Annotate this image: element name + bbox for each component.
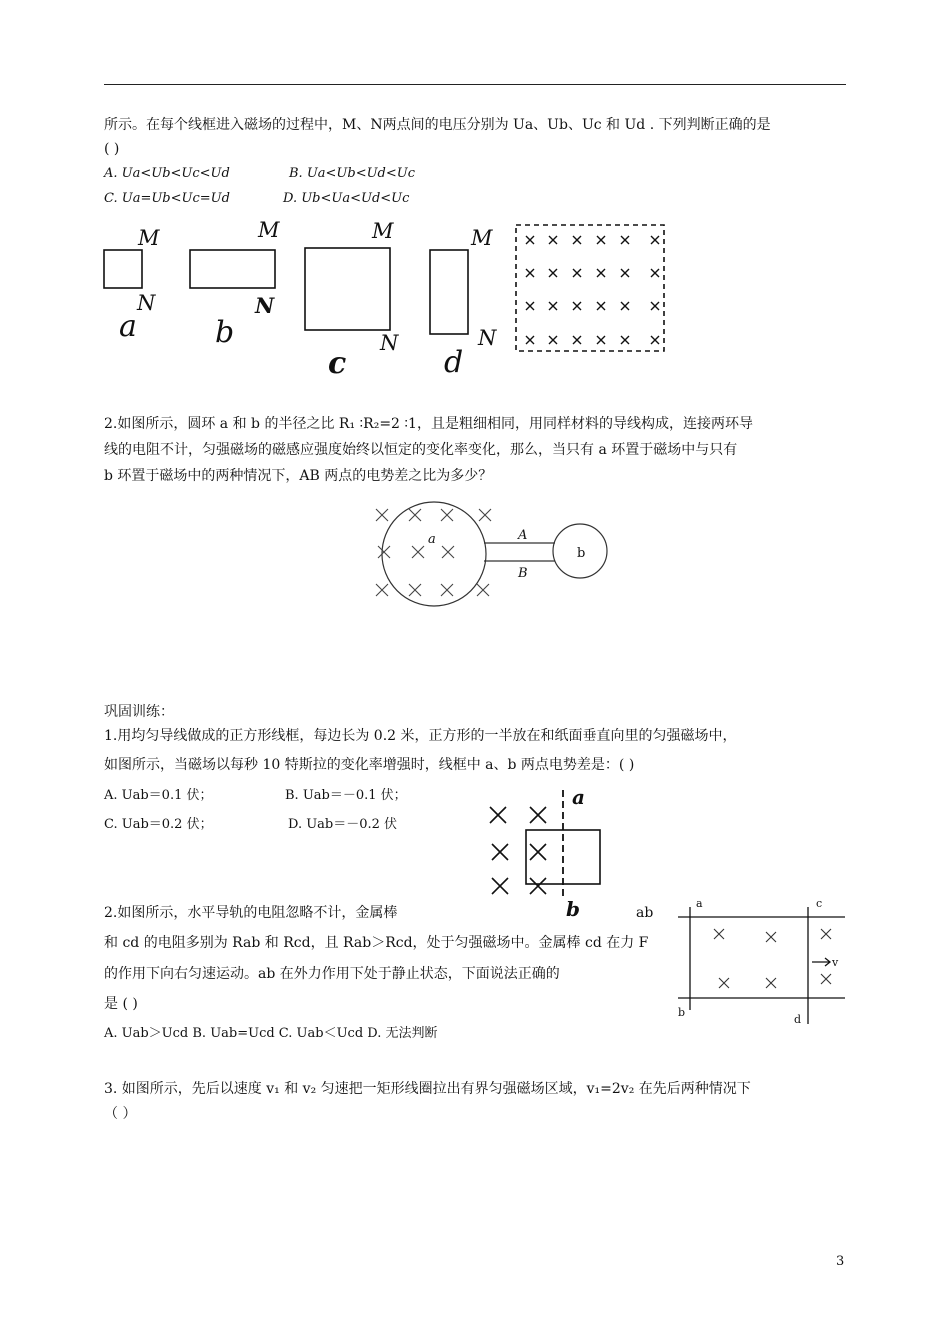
p1-line1: 1.用均匀导线做成的正方形线框，每边长为 0.2 米，正方形的一半放在和纸面垂直向里的匀强磁场中， <box>104 728 737 744</box>
p1-option-c: C. Uab＝0.2 伏； <box>104 817 213 832</box>
p2-label-c: c <box>816 897 823 910</box>
field-cross <box>766 978 776 988</box>
q2-line1: 2.如图所示，圆环 a 和 b 的半径之比 R₁ ∶R₂=2 ∶1，且是粗细相同，用同样材料的导线构成，连接两环导 <box>104 416 753 432</box>
label-M-a: M <box>138 226 160 250</box>
p2-label-b: b <box>678 1006 686 1019</box>
p2-field-crosses <box>714 929 831 988</box>
q1-line2: ( ) <box>104 141 120 157</box>
field-cross <box>714 929 724 939</box>
p2-options: A. Uab＞Ucd B. Uab=Ucd C. Uab＜Ucd D. 无法判断 <box>104 1026 438 1041</box>
p1-option-b: B. Uab＝－0.1 伏； <box>285 788 407 803</box>
field-cross <box>821 929 831 939</box>
label-N-b: N <box>255 293 275 318</box>
label-b: b <box>215 315 235 350</box>
label-a: a <box>119 309 137 344</box>
field-cross <box>821 974 831 984</box>
p2-line1: 2.如图所示，水平导轨的电阻忽略不计，金属棒 <box>104 905 398 921</box>
q2-line3: b 环置于磁场中的两种情况下，AB 两点的电势差之比为多少？ <box>104 468 493 484</box>
point-B-label: B <box>518 566 528 581</box>
p2-label-v: v <box>832 956 839 969</box>
p2-line2: 和 cd 的电阻多别为 Rab 和 Rcd，且 Rab＞Rcd，处于匀强磁场中。金属棒 cd 在力 F <box>104 935 649 951</box>
p2-line3: 的作用下向右匀速运动。ab 在外力作用下处于静止状态，下面说法正确的 <box>104 966 560 982</box>
p2-line4: 是 ( ) <box>104 996 138 1012</box>
p2-label-a: a <box>696 897 703 910</box>
p1-label-b: b <box>566 897 580 921</box>
q1-option-c: C. Ua=Ub<Uc=Ud <box>104 191 230 206</box>
q2-line2: 线的电阻不计，匀强磁场的磁感应强度始终以恒定的变化率变化，那么，当只有 a 环置于磁场中与只有 <box>104 442 738 458</box>
page-number: 3 <box>836 1254 845 1269</box>
label-M-c: M <box>372 219 394 243</box>
field-cross <box>766 932 776 942</box>
field-cross <box>719 978 729 988</box>
practice-heading: 巩固训练： <box>104 704 174 720</box>
p3-line1: 3. 如图所示，先后以速度 v₁ 和 v₂ 匀速把一矩形线圈拉出有界匀强磁场区域，v₁=2v₂ 在先后两种情况下 <box>104 1081 751 1097</box>
q1-line1: 所示。在每个线框进入磁场的过程中，M、N两点间的电压分别为 Ua、Ub、Uc 和 Ud . 下列判断正确的是 <box>104 117 771 133</box>
label-N-c: N <box>380 331 399 355</box>
q1-option-d: D. Ub<Ua<Ud<Uc <box>283 191 410 206</box>
p1-option-a: A. Uab＝0.1 伏； <box>104 788 213 803</box>
p1-option-d: D. Uab＝－0.2 伏 <box>288 817 398 832</box>
label-M-d: M <box>471 226 493 250</box>
point-A-label: A <box>518 528 528 543</box>
p2-line1-ab: ab <box>636 905 654 921</box>
label-d: d <box>444 345 464 380</box>
p3-line2: （ ） <box>104 1106 137 1122</box>
label-N-d: N <box>478 326 497 350</box>
label-c: c <box>328 346 347 381</box>
ring-b-label: b <box>577 546 586 561</box>
p2-label-d: d <box>794 1013 802 1026</box>
q1-option-a: A. Ua<Ub<Uc<Ud <box>104 166 230 181</box>
label-N-a: N <box>137 291 156 315</box>
p1-line2: 如图所示，当磁场以每秒 10 特斯拉的变化率增强时，线框中 a、b 两点电势差是：( ) <box>104 757 635 773</box>
label-M-b: M <box>258 218 280 242</box>
ring-a-label: a <box>428 532 436 547</box>
q1-option-b: B. Ua<Ub<Ud<Uc <box>289 166 415 181</box>
p1-label-a: a <box>572 785 585 809</box>
